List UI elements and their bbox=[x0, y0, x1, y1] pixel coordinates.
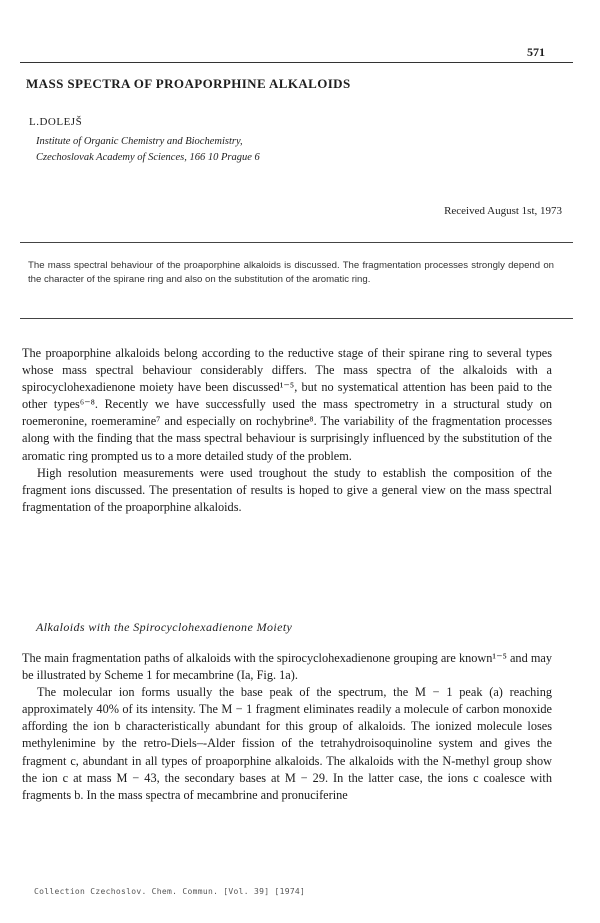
journal-footer: Collection Czechoslov. Chem. Commun. [Vol. 39] [1974] bbox=[34, 887, 306, 896]
paragraph-2: High resolution measurements were used troughout the study to establish the composition of the fragment ions discussed. The presentation of results is hoped to give a general view on the mass spectral fragmentation of the proaporphine alkaloids. bbox=[22, 465, 552, 514]
section-paragraph-2: The molecular ion forms usually the base peak of the spectrum, the M − 1 peak (a) reaching approximately 40% of its intensity. The M − 1 fragment eliminates readily a molecule of carbon monoxide affording the ion b characteristically abundant for this group of alkaloids. The ionized molecule loses methylenimine by the retro-Diels–-Alder fission of the tetrahydroisoquinoline system and gives the fragment c, abundant in all types of proaporphine alkaloids. The alkaloids with the N-methyl group show the ion c at mass M − 43, the secondary bases at M − 29. In the latter case, the ions c coalesce with fragments b. In the mass spectra of mecambrine and pronuciferine bbox=[22, 685, 552, 802]
header-rule bbox=[20, 62, 573, 63]
paragraph-1: The proaporphine alkaloids belong according to the reductive stage of their spirane ring to several types whose mass spectral behaviour considerably differs. The mass spectra of the alkaloids with a spirocyclohexadienone moiety have been discussed¹⁻⁵, but no systematical attention has been paid to the other types⁶⁻⁸. Recently we have successfully used the mass spectrometry in a structural study on roemeronine, roemeramine⁷ and especially on rochybrine⁸. The variability of the fragmentation processes along with the finding that the mass spectral behaviour is surprisingly influenced by the substitution of the aromatic ring prompted us to a more detailed study of the problem. bbox=[22, 346, 552, 463]
author-name: L.DOLEJŠ bbox=[29, 116, 83, 128]
abstract: The mass spectral behaviour of the proaporphine alkaloids is discussed. The fragmentation processes strongly depend on the character of the spirane ring and also on the substitution of the aromatic ring. bbox=[28, 260, 554, 285]
abstract-top-rule bbox=[20, 242, 573, 243]
introduction bbox=[22, 345, 552, 516]
article-title: MASS SPECTRA OF PROAPORPHINE ALKALOIDS bbox=[26, 76, 351, 91]
page-number: 571 bbox=[527, 45, 545, 59]
section-body bbox=[22, 650, 552, 804]
section-paragraph-1: The main fragmentation paths of alkaloids with the spirocyclohexadienone grouping are known¹⁻⁵ and may be illustrated by Scheme 1 for mecambrine (Ia, Fig. 1a). bbox=[22, 651, 552, 683]
affiliation-line-2: Czechoslovak Academy of Sciences, 166 10 Prague 6 bbox=[36, 152, 260, 163]
abstract-bottom-rule bbox=[20, 318, 573, 319]
received-date: Received August 1st, 1973 bbox=[444, 205, 562, 217]
section-heading: Alkaloids with the Spirocyclohexadienone Moiety bbox=[36, 620, 293, 634]
affiliation-line-1: Institute of Organic Chemistry and Biochemistry, bbox=[36, 136, 243, 147]
